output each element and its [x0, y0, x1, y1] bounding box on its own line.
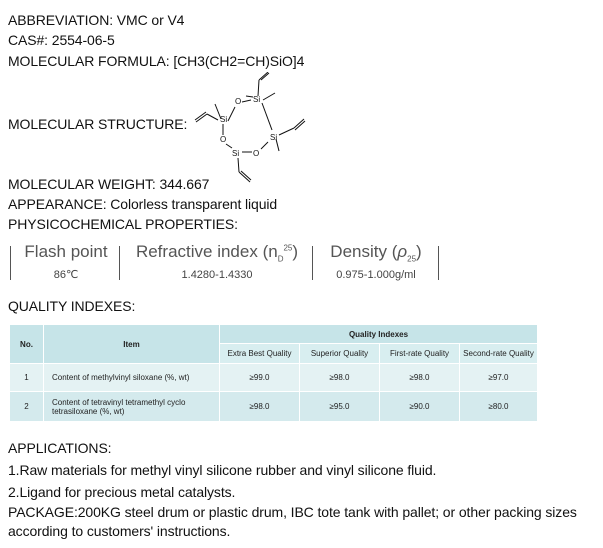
oxygen-atom-2: O: [253, 149, 260, 158]
oxygen-atom-3: O: [220, 135, 227, 144]
cas-number-line: CAS#: 2554-06-5: [8, 32, 115, 48]
row-value: ≥98.0: [380, 364, 460, 392]
quality-index-table: [9, 324, 538, 422]
oxygen-atom-1: O: [235, 97, 242, 106]
application-item: 1.Raw materials for methyl vinyl silicone rubber and vinyl silicone fluid.: [8, 462, 437, 478]
property-separator: [438, 246, 439, 280]
quality-indexes-title: QUALITY INDEXES:: [8, 298, 136, 314]
silicon-atom-1: Si: [220, 115, 228, 124]
table-row: [10, 364, 538, 392]
flash-point-value: 86℃: [53, 269, 79, 281]
density-name: Density $(\rho_{25})$: [330, 242, 422, 264]
header-grade: Second-rate Quality: [460, 344, 538, 364]
row-value: ≥95.0: [300, 392, 380, 422]
header-quality-indexes: Quality Indexes: [220, 325, 538, 344]
row-item: Content of tetravinyl tetramethyl cyclo tetrasiloxane (%, wt): [44, 392, 220, 422]
silicon-atom-4: Si: [232, 149, 240, 158]
application-item: 2.Ligand for precious metal catalysts.: [8, 484, 236, 500]
abbreviation-line: ABBREVIATION: VMC or V4: [8, 12, 185, 28]
physicochemical-title: PHYSICOCHEMICAL PROPERTIES:: [8, 216, 238, 232]
refractive-index-value: 1.4280-1.4330: [181, 269, 253, 282]
row-item: Content of methylvinyl siloxane (%, wt): [44, 364, 220, 392]
molecular-structure-label: MOLECULAR STRUCTURE:: [8, 116, 188, 132]
silicon-atom-2: Si: [253, 95, 261, 104]
refractive-index-name: Refractive index $(n_D^{25})$: [135, 242, 299, 264]
density-property: [320, 242, 432, 286]
table-row: [10, 392, 538, 422]
property-separator: [119, 246, 120, 280]
row-value: ≥98.0: [220, 392, 300, 422]
row-value: ≥97.0: [460, 364, 538, 392]
row-number: 2: [10, 392, 44, 422]
applications-title: APPLICATIONS:: [8, 440, 112, 456]
molecular-weight-line: MOLECULAR WEIGHT: 344.667: [8, 176, 210, 192]
refractive-index-property: [128, 242, 306, 286]
row-value: ≥99.0: [220, 364, 300, 392]
appearance-line: APPEARANCE: Colorless transparent liquid: [8, 196, 278, 212]
property-separator: [10, 246, 11, 280]
header-grade: Extra Best Quality: [220, 344, 300, 364]
property-separator: [312, 246, 313, 280]
row-value: ≥80.0: [460, 392, 538, 422]
molecular-formula-line: MOLECULAR FORMULA: [CH3(CH2=CH)SiO]4: [8, 53, 305, 69]
package-line: PACKAGE:200KG steel drum or plastic drum, IBC tote tank with pallet; or other packing sizes according to customers' instructions.: [8, 504, 577, 539]
row-value: ≥98.0: [300, 364, 380, 392]
flash-point-property: [20, 242, 112, 286]
row-number: 1: [10, 364, 44, 392]
row-value: ≥90.0: [380, 392, 460, 422]
header-grade: Superior Quality: [300, 344, 380, 364]
density-value: 0.975-1.000g/ml: [336, 269, 416, 282]
header-grade: First-rate Quality: [380, 344, 460, 364]
silicon-atom-3: Si: [270, 133, 278, 142]
header-no: No.: [10, 325, 44, 364]
structure-bonds: [195, 72, 305, 182]
molecular-structure-diagram: [188, 72, 318, 192]
flash-point-name: Flash point: [24, 242, 108, 261]
header-item: Item: [44, 325, 220, 364]
